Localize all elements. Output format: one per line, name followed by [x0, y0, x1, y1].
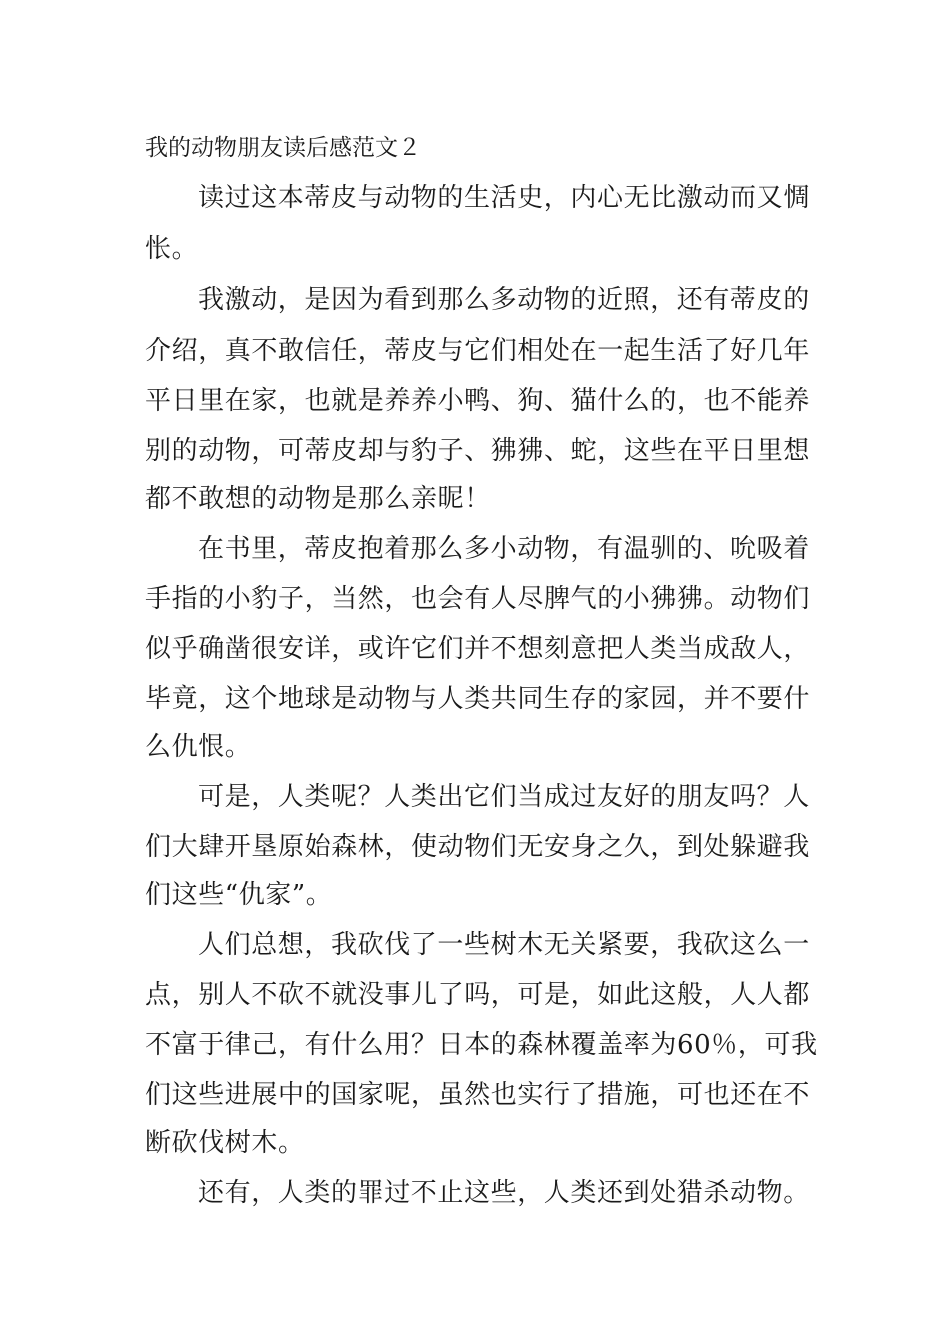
paragraph-line: 们这些进展中的国家呢，虽然也实行了措施，可也还在不	[145, 1080, 811, 1110]
paragraph-line: 都不敢想的动物是那么亲昵！	[145, 484, 491, 514]
paragraph-line: 介绍，真不敢信任，蒂皮与它们相处在一起生活了好几年	[145, 336, 811, 366]
paragraph-line: 似乎确凿很安详，或许它们并不想刻意把人类当成敌人，	[145, 634, 811, 664]
paragraph-line: 手指的小豹子，当然，也会有人尽脾气的小狒狒。动物们	[145, 584, 811, 614]
paragraph-line: 不富于律己，有什么用？日本的森林覆盖率为60％，可我	[145, 1030, 818, 1060]
paragraph-line: 点，别人不砍不就没事儿了吗，可是，如此这般，人人都	[145, 980, 811, 1010]
paragraph-line: 怅。	[145, 234, 199, 264]
paragraph-line: 们这些“仇家”。	[145, 880, 333, 910]
document-title: 我的动物朋友读后感范文２	[145, 135, 421, 161]
paragraph-line: 读过这本蒂皮与动物的生活史，内心无比激动而又惆	[198, 183, 810, 213]
paragraph-line: 可是，人类呢？人类出它们当成过友好的朋友吗？人	[198, 782, 810, 812]
paragraph-line: 在书里，蒂皮抱着那么多小动物，有温驯的、吮吸着	[198, 534, 810, 564]
paragraph-line: 们大肆开垦原始森林，使动物们无安身之久，到处躲避我	[145, 832, 811, 862]
paragraph-line: 还有，人类的罪过不止这些，人类还到处猎杀动物。	[198, 1178, 810, 1208]
paragraph-line: 毕竟，这个地球是动物与人类共同生存的家园，并不要什	[145, 684, 811, 714]
paragraph-line: 平日里在家，也就是养养小鸭、狗、猫什么的，也不能养	[145, 386, 811, 416]
paragraph-line: 断砍伐树木。	[145, 1128, 305, 1158]
paragraph-line: 别的动物，可蒂皮却与豹子、狒狒、蛇，这些在平日里想	[145, 436, 811, 466]
paragraph-line: 人们总想，我砍伐了一些树木无关紧要，我砍这么一	[198, 930, 810, 960]
paragraph-line: 我激动，是因为看到那么多动物的近照，还有蒂皮的	[198, 285, 810, 315]
paragraph-line: 么仇恨。	[145, 732, 252, 762]
